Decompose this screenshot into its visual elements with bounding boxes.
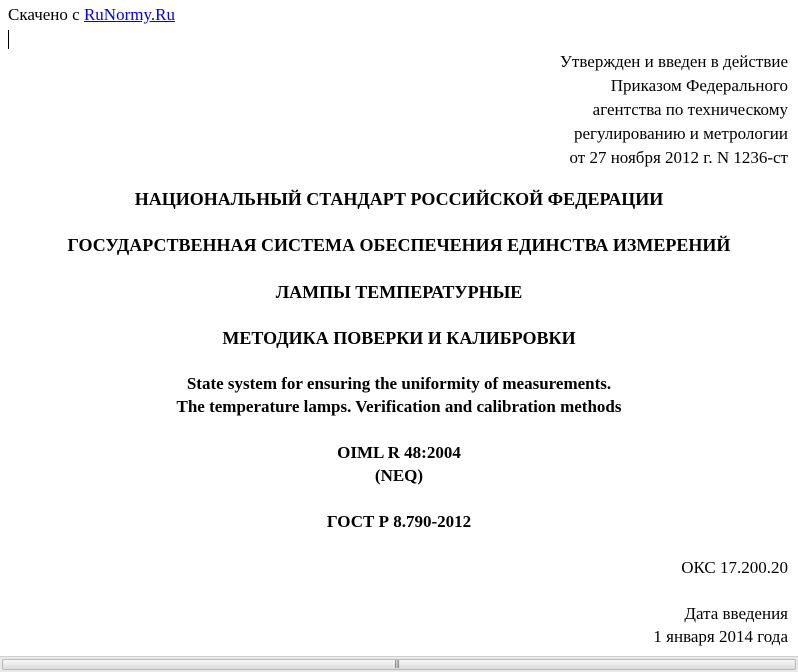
grip-lines-icon: ||| xyxy=(394,659,400,668)
approval-line: Приказом Федерального xyxy=(610,76,788,95)
oiml-code: OIML R 48:2004 xyxy=(337,443,461,462)
english-title xyxy=(0,372,798,418)
national-standard-heading: НАЦИОНАЛЬНЫЙ СТАНДАРТ РОССИЙСКОЙ ФЕДЕРАЦИИ xyxy=(134,189,664,209)
method-heading: МЕТОДИКА ПОВЕРКИ И КАЛИБРОВКИ xyxy=(222,328,576,348)
introduction-label: Дата введения xyxy=(684,604,788,623)
source-line xyxy=(8,4,175,26)
oiml-reference xyxy=(0,441,798,487)
introduction-date-block xyxy=(653,602,788,648)
approval-block xyxy=(560,50,788,170)
approval-line: от 27 ноября 2012 г. N 1236-ст xyxy=(569,148,788,167)
oiml-degree: (NEQ) xyxy=(374,466,424,485)
horizontal-scrollbar[interactable] xyxy=(0,656,798,672)
gost-designation: ГОСТ Р 8.790-2012 xyxy=(326,512,472,531)
approval-line: Утвержден и введен в действие xyxy=(559,52,788,71)
source-prefix: Скачено с xyxy=(8,5,84,24)
approval-line: агентства по техническому xyxy=(592,100,788,119)
english-title-line: State system for ensuring the uniformity of measurements. xyxy=(186,374,612,393)
text-cursor xyxy=(8,30,9,49)
oks-code: ОКС 17.200.20 xyxy=(681,558,788,577)
system-heading: ГОСУДАРСТВЕННАЯ СИСТЕМА ОБЕСПЕЧЕНИЯ ЕДИНСТВА ИЗМЕРЕНИЙ xyxy=(67,235,731,255)
introduction-date: 1 января 2014 года xyxy=(653,627,788,646)
english-title-line: The temperature lamps. Verification and calibration methods xyxy=(176,397,622,416)
subject-heading: ЛАМПЫ ТЕМПЕРАТУРНЫЕ xyxy=(275,282,523,302)
approval-line: регулированию и метрологии xyxy=(573,124,788,143)
source-link[interactable]: RuNormy.Ru xyxy=(83,5,175,24)
